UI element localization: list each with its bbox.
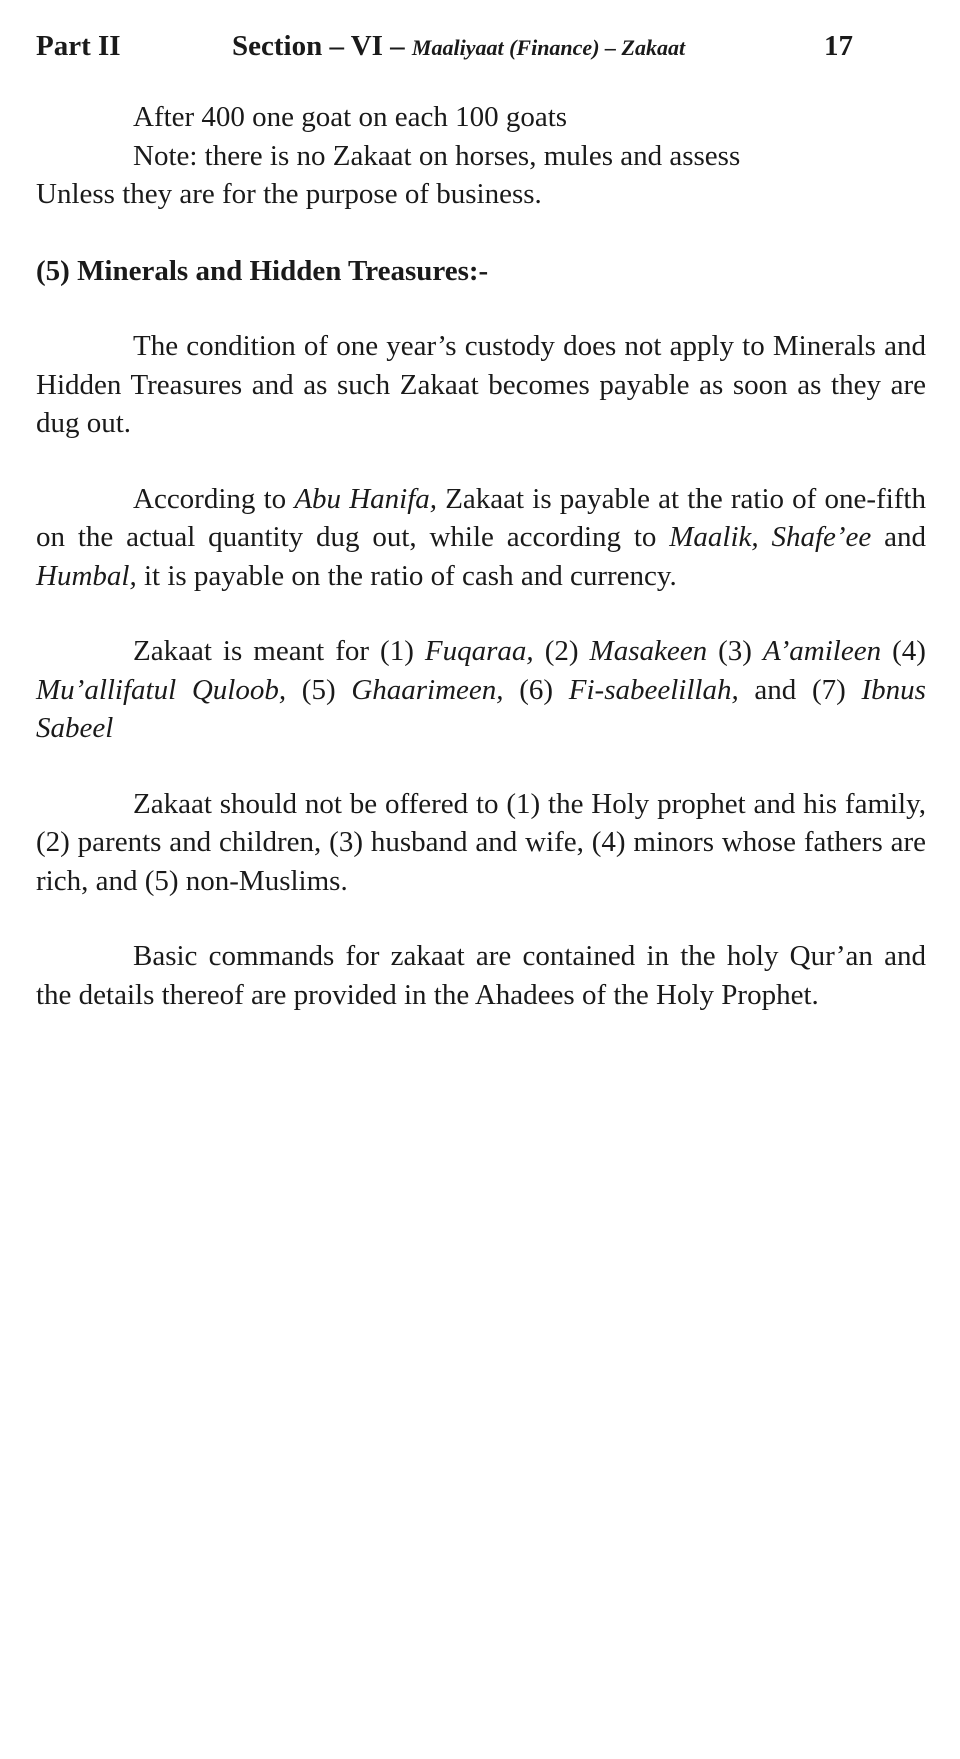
intro-line-goats: After 400 one goat on each 100 goats xyxy=(133,101,568,133)
paragraph-commands: Basic commands for zakaat are contained in the holy Qur’an and the details thereof are provided in the Ahadees of the Holy Prophet. xyxy=(36,940,926,1011)
page-number: 17 xyxy=(824,30,853,62)
intro-line-note: Note: there is no Zakaat on horses, mules and assess xyxy=(133,139,741,172)
text-run: Zakaat is payable at the ratio of one-fifth on the actual quantity dug out, while according to xyxy=(36,482,926,553)
italic-run: A’amileen xyxy=(763,635,882,667)
page-body xyxy=(36,98,926,1014)
text-run: and xyxy=(871,521,926,553)
text-run: Zakaat is meant for (1) xyxy=(133,635,425,667)
italic-run: Ghaarimeen, xyxy=(351,673,504,706)
italic-run: Fuqaraa, xyxy=(424,635,534,667)
italic-run: Mu’allifatul Quloob, xyxy=(36,673,287,706)
text-run: (4) xyxy=(881,635,926,667)
paragraph-exclusions: Zakaat should not be offered to (1) the Holy prophet and his family, (2) parents and children, (3) husband and wife, (4) minors whose fathers are rich, and (5) non-Muslims. xyxy=(36,787,926,897)
text-run: According to xyxy=(133,482,295,515)
header-section xyxy=(232,26,685,68)
section-heading: (5) Minerals and Hidden Treasures:- xyxy=(36,254,489,287)
paragraph-custody: The condition of one year’s custody does not apply to Minerals and Hidden Treasures and as such Zakaat becomes payable as soon as they are dug out. xyxy=(36,330,926,439)
text-run: (6) xyxy=(503,673,569,706)
italic-run: Abu Hanifa, xyxy=(294,482,438,515)
text-run: and (7) xyxy=(738,673,862,706)
italic-run: Humbal, xyxy=(36,559,137,592)
italic-run: Masakeen xyxy=(589,635,708,667)
text-run: (3) xyxy=(707,635,763,667)
paragraph-ratio xyxy=(36,480,926,596)
page-header xyxy=(36,26,866,70)
header-section-main: Section – VI – xyxy=(232,30,412,62)
header-section-sub: Maaliyaat (Finance) – Zakaat xyxy=(411,35,686,60)
paragraph-recipients xyxy=(36,632,926,748)
italic-run: Maalik, Shafe’ee xyxy=(669,521,872,553)
text-run: (2) xyxy=(533,635,590,667)
italic-run: Fi-sabeelillah, xyxy=(568,673,739,706)
text-run: (5) xyxy=(286,673,352,706)
header-part: Part II xyxy=(36,30,121,62)
text-run: it is payable on the ratio of cash and currency. xyxy=(136,559,677,592)
italic-run: Ibnus Sabeel xyxy=(36,673,926,744)
intro-line-business: Unless they are for the purpose of business. xyxy=(36,178,542,210)
